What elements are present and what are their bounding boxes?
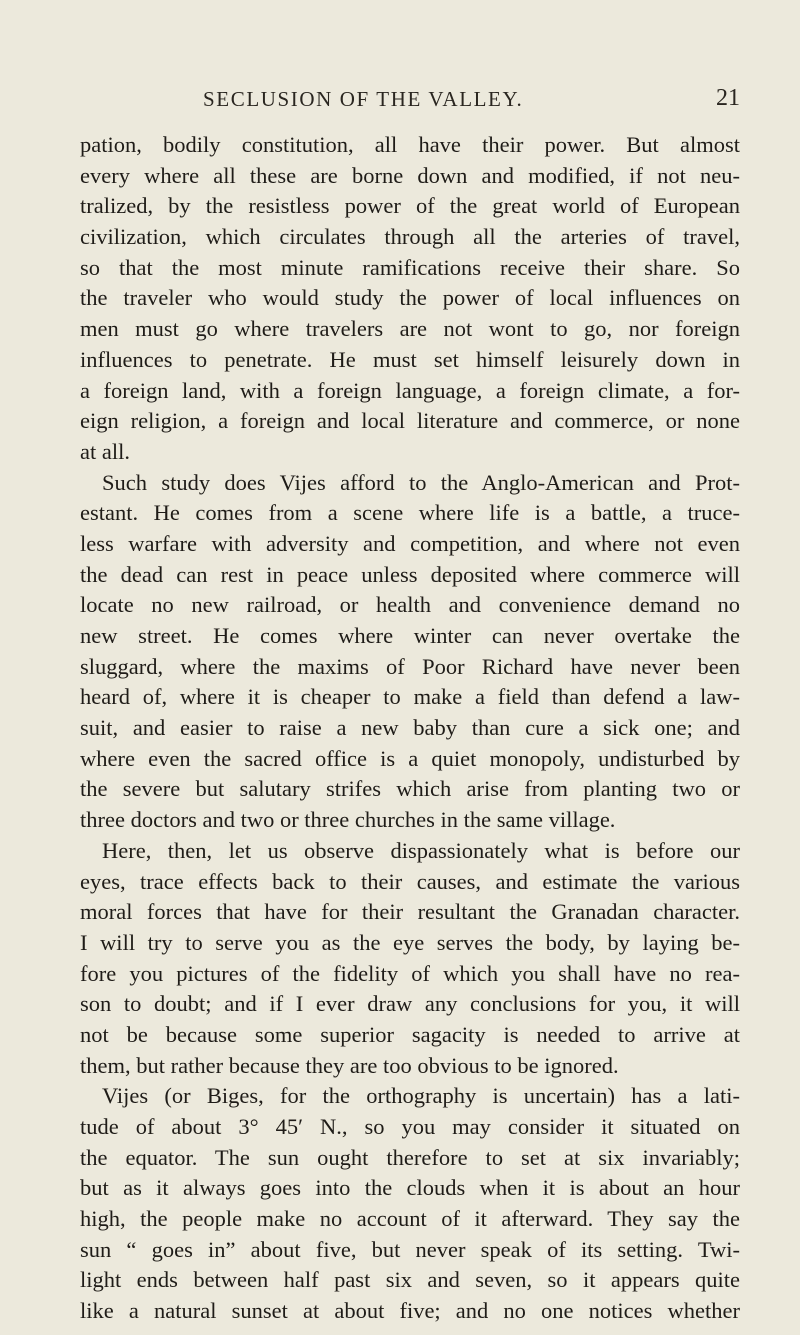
text-line: moral forces that have for their resultant the Granadan character. (80, 899, 740, 925)
text-line: locate no new railroad, or health and convenience demand no (80, 592, 740, 618)
text-line: new street. He comes where winter can never overtake the (80, 623, 740, 648)
running-title: SECLUSION OF THE VALLEY. (203, 87, 524, 111)
text-line: three doctors and two or three churches in the same village. (80, 807, 616, 833)
text-line: light ends between half past six and seven, so it appears quite (80, 1267, 740, 1293)
text-line: civilization, which circulates through all the arteries of travel, (80, 224, 740, 250)
running-head (80, 87, 740, 117)
text-line: the dead can rest in peace unless deposited where commerce will (80, 561, 740, 587)
text-line: Such study does Vijes afford to the Anglo-American and Prot- (102, 469, 740, 495)
text-line: influences to penetrate. He must set himself leisurely down in (80, 346, 740, 372)
text-line: like a natural sunset at about five; and no one notices whether (80, 1298, 740, 1324)
text-line: eign religion, a foreign and local literature and commerce, or none (80, 408, 740, 434)
text-line: I will try to serve you as the eye serves the body, by laying be- (80, 929, 740, 955)
text-line: the traveler who would study the power of local influences on (80, 285, 740, 311)
text-line: a foreign land, with a foreign language, a foreign climate, a for- (80, 377, 740, 403)
page-number: 21 (716, 85, 740, 111)
text-line: where even the sacred office is a quiet monopoly, undisturbed by (80, 745, 740, 771)
text-line: fore you pictures of the fidelity of which you shall have no rea- (80, 960, 740, 986)
text-line: at all. (80, 438, 130, 464)
text-line: estant. He comes from a scene where life is a battle, a truce- (80, 500, 740, 526)
text-line: but as it always goes into the clouds when it is about an hour (80, 1175, 740, 1201)
text-line: tralized, by the resistless power of the great world of European (80, 193, 740, 219)
text-line: high, the people make no account of it afterward. They say the (80, 1206, 740, 1232)
text-line: less warfare with adversity and competition, and where not even (80, 530, 740, 556)
text-line: heard of, where it is cheaper to make a field than defend a law- (80, 684, 740, 710)
text-line: not be because some superior sagacity is needed to arrive at (80, 1021, 740, 1047)
text-line: tude of about 3° 45′ N., so you may consider it situated on (80, 1114, 740, 1139)
text-line: eyes, trace effects back to their causes, and estimate the various (80, 868, 740, 894)
text-line: pation, bodily constitution, all have their power. But almost (80, 132, 740, 157)
text-line: sluggard, where the maxims of Poor Richard have never been (80, 653, 740, 679)
text-line: son to doubt; and if I ever draw any conclusions for you, it will (80, 991, 740, 1017)
text-line: suit, and easier to raise a new baby than cure a sick one; and (80, 715, 740, 741)
text-line: men must go where travelers are not wont to go, nor foreign (80, 316, 740, 342)
body-text (80, 130, 740, 1327)
text-line: them, but rather because they are too obvious to be ignored. (80, 1052, 619, 1078)
text-line: Here, then, let us observe dispassionately what is before our (102, 837, 740, 863)
text-line: the severe but salutary strifes which arise from planting two or (80, 776, 740, 802)
text-line: the equator. The sun ought therefore to set at six invariably; (80, 1144, 740, 1170)
text-line: sun “ goes in” about five, but never speak of its setting. Twi- (80, 1236, 740, 1262)
text-line: every where all these are borne down and modified, if not neu- (80, 162, 740, 188)
text-line: Vijes (or Biges, for the orthography is uncertain) has a lati- (102, 1083, 740, 1109)
text-line: so that the most minute ramifications receive their share. So (80, 254, 740, 280)
